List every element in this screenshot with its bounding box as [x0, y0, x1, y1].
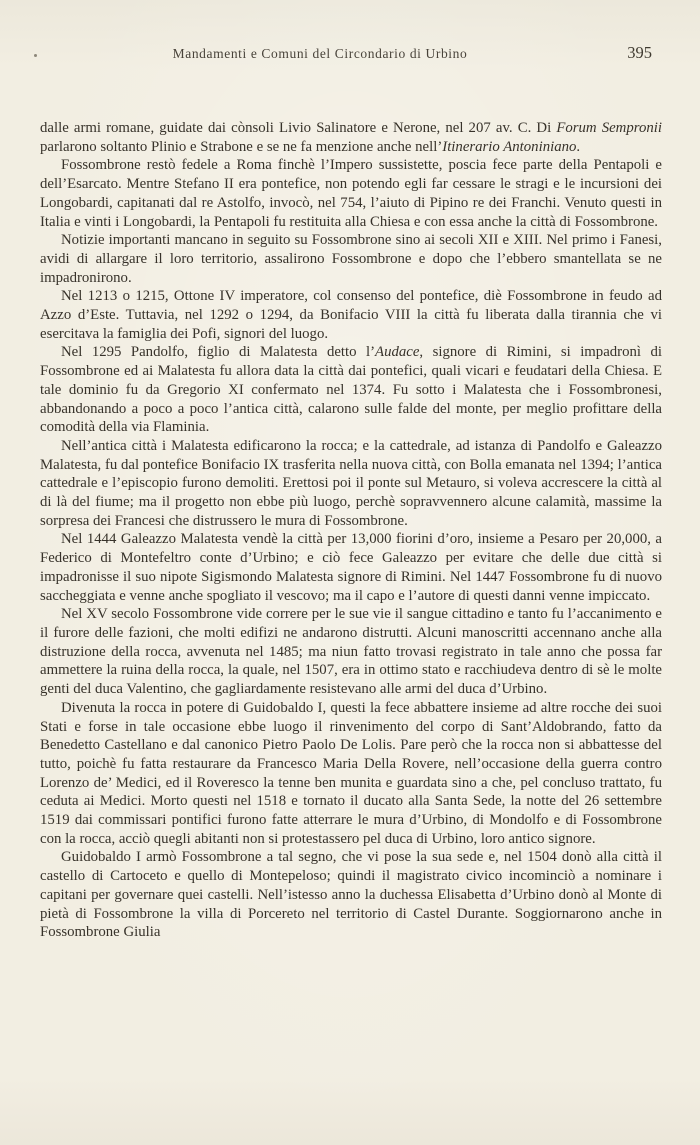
paragraph	[40, 437, 662, 531]
page-header	[40, 43, 660, 66]
text-run: Nel 1444 Galeazzo Malatesta vendè la città per 13,000 fiorini d’oro, insieme a Pesaro per 20,000, a Federico di Montefeltro conte d’Urbino; e ciò fece Galeazzo per evitare che delle due città si impadronisse il suo nipote Sigismondo Malatesta signore di Rimini. Nel 1447 Fossombrone fu di nuovo saccheggiata e venne anche spogliato il vescovo; ma il capo e l’autore di questi danni venne impiccato.	[40, 531, 662, 604]
text-run: .	[576, 138, 581, 155]
paragraph	[40, 156, 662, 231]
paragraph	[40, 605, 662, 699]
text-run: dalle armi romane, guidate dai cònsoli Livio Salinatore e Nerone, nel 207 av. C. Di	[40, 120, 557, 136]
paragraph	[40, 343, 662, 437]
italic-text: Itinerario Antoniniano	[442, 138, 577, 155]
text-run: Nel XV secolo Fossombrone vide correre per le sue vie il sangue cittadino e tanto fu l’accanimento e il furore delle fazioni, che molti edifizi ne andarono distrutti. Alcuni manoscritti accennano anche alla distruzione della rocca, avvenuta nel 1485; ma niun fatto trovasi registrato in tale anno che possa far ammettere la ruina della rocca, la quale, nel 1507, era in ottimo stato e racchiudeva dentro di sè le molte genti del duca Valentino, che gagliardamente resistevano alle armi del duca d’Urbino.	[40, 606, 662, 698]
paragraph	[40, 287, 662, 343]
text-block	[40, 119, 662, 942]
text-run: , signore di Rimini, si impadronì di Fossombrone ed ai Malatesta fu allora data la città dai pontefici, quali vicari e feudatari della Chiesa. E tale dominio fu da Gregorio XI confermato nel 1374. Fu sotto i Malatesta che i Fossombronesi, abbandonando a poco a poco l’antica città, calarono sulle falde del monte, per meglio profittare della comodità della via Flaminia.	[40, 344, 662, 436]
running-title: Mandamenti e Comuni del Circondario di Urbino	[172, 46, 468, 61]
paragraph	[40, 699, 662, 849]
italic-text: Audace	[375, 344, 420, 361]
text-run: Fossombrone restò fedele a Roma finchè l’Impero sussistette, poscia fece parte della Pentapoli e dell’Esarcato. Mentre Stefano II era pontefice, non potendo egli far cessare le stragi e le incursioni dei Longobardi, capitanati dal re Astolfo, invocò, nel 754, l’aiuto di Pipino re dei Franchi. Venuto questi in Italia e vinti i Longobardi, la Pentapoli fu restituita alla Chiesa e con essa anche la città di Fossombrone.	[40, 157, 662, 230]
paragraph	[40, 231, 662, 287]
text-run: Notizie importanti mancano in seguito su Fossombrone sino ai secoli XII e XIII. Nel primo i Fanesi, avidi di allargare il loro territorio, assalirono Fossombrone e dopo che l’ebbero smantellata se ne impadronirono.	[40, 232, 662, 286]
text-run: Nel 1295 Pandolfo, figlio di Malatesta detto l’	[61, 344, 376, 361]
paragraph	[40, 848, 662, 942]
ink-speck	[34, 54, 37, 57]
paragraph	[40, 530, 662, 605]
page-number: 395	[627, 43, 652, 62]
text-run: Nel 1213 o 1215, Ottone IV imperatore, col consenso del pontefice, diè Fossombrone in feudo ad Azzo d’Este. Tuttavia, nel 1292 o 1294, da Bonifacio VIII la città fu liberata dalla tirannia che vi esercitava la famiglia dei Pofi, signori del luogo.	[40, 288, 662, 342]
text-run: Divenuta la rocca in potere di Guidobaldo I, questi la fece abbattere insieme ad altre rocche dei suoi Stati e forse in tale occasione ebbe luogo il rinvenimento del corpo di Sant’Aldobrando, fatto da Benedetto Castellano e dal canonico Pietro Paolo De Lolis. Pare però che la rocca non si abbattesse del tutto, poichè fu fatta restaurare da Francesco Maria Della Rovere, nell’occasione della guerra contro Lorenzo de’ Medici, ed il Roveresco la tenne ben munita e guardata sino a che, pel concluso trattato, fu ceduta ai Medici. Morto questi nel 1518 e tornato il ducato alla Santa Sede, la notte del 26 settembre 1519 dai commissari pontifici furono fatte atterrare le mura d’Urbino, di Mondolfo e di Fossombrone con la rocca, acciò quegli abitanti non si protestassero pel duca di Urbino, loro antico signore.	[40, 699, 662, 847]
text-run: Nell’antica città i Malatesta edificarono la rocca; e la cattedrale, ad istanza di Pandolfo e Galeazzo Malatesta, fu dal pontefice Bonifacio IX trasferita nella nuova città, con Bolla emanata nel 1394; l’antica cattedrale e l’episcopio furono demoliti. Erettosi poi il ponte sul Metauro, si voleva accrescere la città al di là del fiume; ma il progetto non ebbe più luogo, perchè sopravvennero alcune calamità, massime la sorpresa dei Francesi che distrussero le mura di Fossombrone.	[40, 437, 662, 529]
text-run: Guidobaldo I armò Fossombrone a tal segno, che vi pose la sua sede e, nel 1504 donò alla città il castello di Cartoceto e quello di Montepeloso; quindi il magistrato civico incominciò a nominare i capitani per governare quei castelli. Nell’istesso anno la duchessa Elisabetta d’Urbino donò al Monte di pietà di Fossombrone la villa di Porcereto nel territorio di Castel Durante. Soggiornarono anche in Fossombrone Giulia	[40, 849, 662, 941]
text-run: parlarono soltanto Plinio e Strabone e se ne fa menzione anche nell’	[40, 138, 443, 155]
italic-text: Forum Sempronii	[556, 120, 662, 136]
paragraph	[40, 119, 662, 156]
